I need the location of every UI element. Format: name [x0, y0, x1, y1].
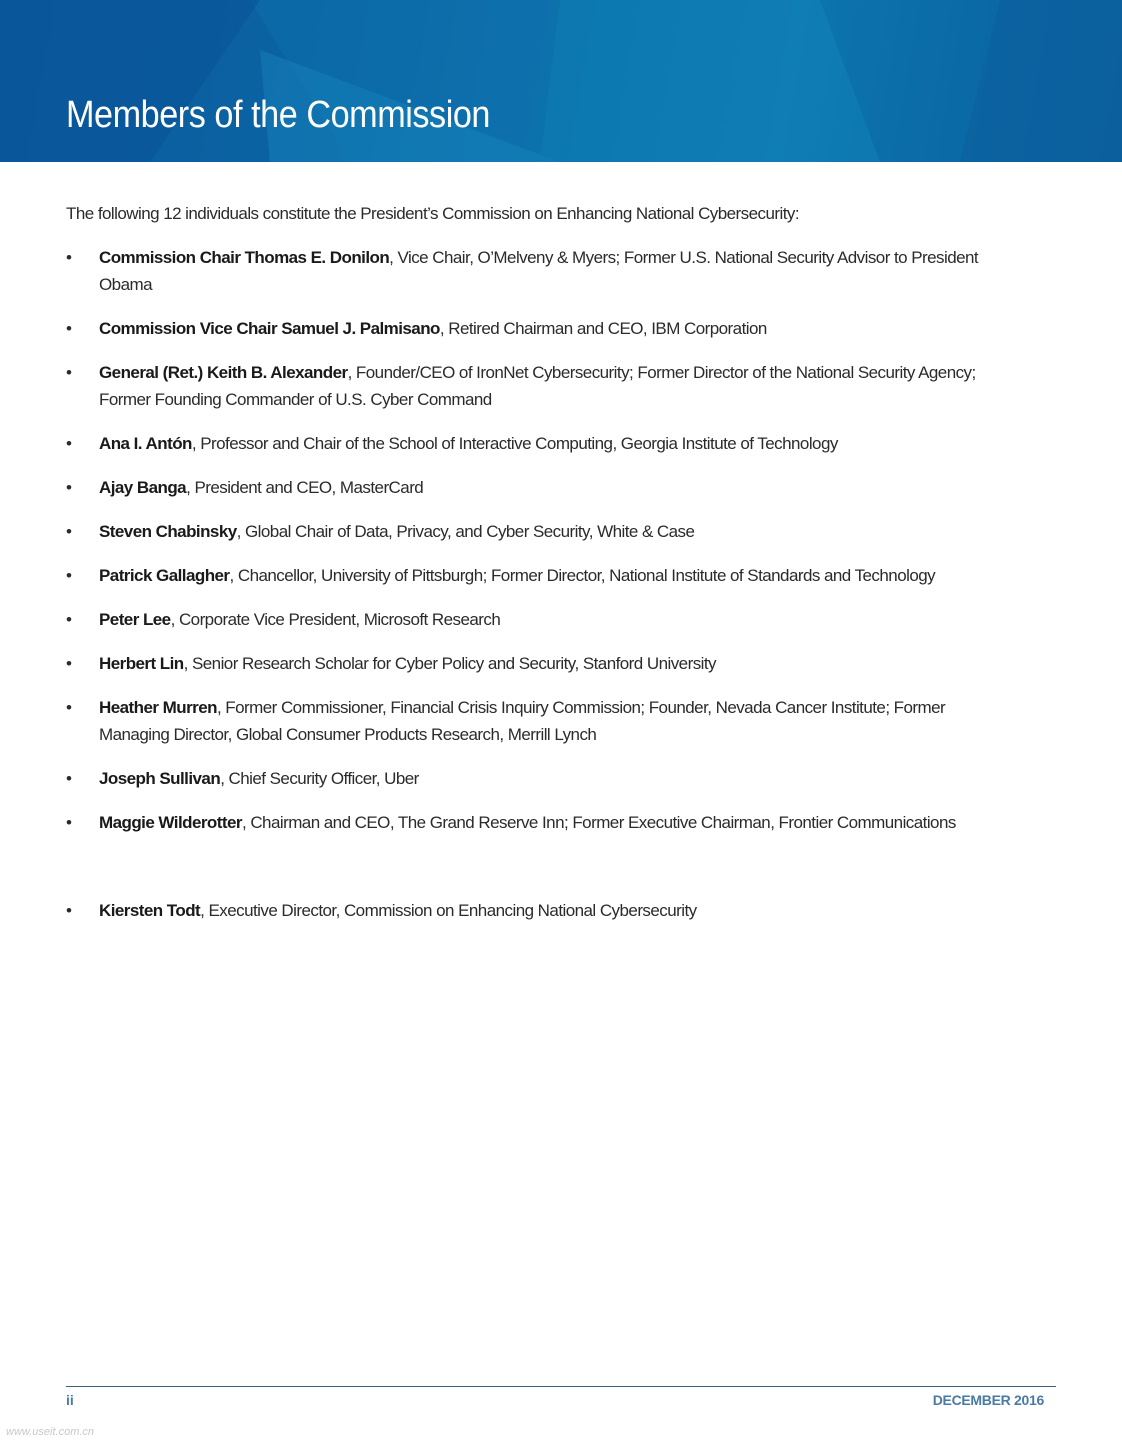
bullet: • [66, 901, 72, 920]
list-item [66, 694, 979, 748]
bullet: • [66, 698, 72, 717]
member-name: Herbert Lin [99, 654, 184, 673]
member-name: Joseph Sullivan [99, 769, 221, 788]
banner-pattern [0, 0, 1122, 162]
list-item [66, 765, 979, 792]
list-item [66, 359, 979, 413]
bullet: • [66, 769, 72, 788]
member-name: Steven Chabinsky [99, 522, 237, 541]
list-item [66, 606, 979, 633]
document-body [66, 200, 1026, 941]
list-item [66, 244, 979, 298]
list-item [66, 562, 999, 589]
member-desc: , Retired Chairman and CEO, IBM Corporation [439, 319, 767, 338]
member-desc: , Chief Security Officer, Uber [220, 769, 419, 788]
bullet: • [66, 522, 72, 541]
bullet: • [66, 363, 72, 382]
member-desc: , Former Commissioner, Financial Crisis Inquiry Commission; Founder, Nevada Cancer Institute; Former Managing Director, Global Consumer Products Research, Merrill Lynch [99, 698, 946, 744]
list-item [66, 650, 979, 677]
list-item [66, 809, 999, 836]
list-item [66, 518, 979, 545]
bullet: • [66, 478, 72, 497]
bullet: • [66, 654, 72, 673]
member-desc: , Chancellor, University of Pittsburgh; Former Director, National Institute of Standards and Technology [229, 566, 936, 585]
intro-paragraph: The following 12 individuals constitute the President’s Commission on Enhancing National Cybersecurity: [66, 204, 800, 223]
bullet: • [66, 813, 72, 832]
member-name: Peter Lee [99, 610, 171, 629]
member-desc: , Global Chair of Data, Privacy, and Cyber Security, White & Case [236, 522, 695, 541]
bullet: • [66, 248, 72, 267]
bullet: • [66, 566, 72, 585]
list-item [66, 474, 979, 501]
member-desc: , Professor and Chair of the School of Interactive Computing, Georgia Institute of Technology [191, 434, 838, 453]
member-name: Commission Vice Chair Samuel J. Palmisano [99, 319, 440, 338]
bullet: • [66, 434, 72, 453]
footer-date: DECEMBER 2016 [932, 1392, 1044, 1408]
member-desc: , Vice Chair, O’Melveny & Myers; Former U.S. National Security Advisor to President Obama [99, 248, 979, 294]
member-name: Maggie Wilderotter [99, 813, 242, 832]
member-desc: , Executive Director, Commission on Enhancing National Cybersecurity [200, 901, 697, 920]
watermark: www.useit.com.cn [6, 1426, 95, 1438]
list-item [66, 430, 979, 457]
member-desc: , Corporate Vice President, Microsoft Research [170, 610, 501, 629]
member-desc: , President and CEO, MasterCard [186, 478, 424, 497]
member-desc: , Founder/CEO of IronNet Cybersecurity; Former Director of the National Security Agency; Former Founding Commander of U.S. Cyber Command [99, 363, 976, 409]
page-number: ii [66, 1392, 74, 1408]
member-name: Kiersten Todt [99, 901, 201, 920]
bullet: • [66, 319, 72, 338]
bullet: • [66, 610, 72, 629]
member-desc: , Chairman and CEO, The Grand Reserve Inn; Former Executive Chairman, Frontier Communications [241, 813, 956, 832]
header-banner [0, 0, 1122, 162]
footer-divider [66, 1386, 1056, 1387]
member-name: Ana I. Antón [99, 434, 192, 453]
member-name: Patrick Gallagher [99, 566, 230, 585]
member-name: Heather Murren [99, 698, 217, 717]
list-item [66, 315, 979, 342]
member-name: Commission Chair Thomas E. Donilon [99, 248, 390, 267]
member-name: Ajay Banga [99, 478, 187, 497]
member-name: General (Ret.) Keith B. Alexander [99, 363, 348, 382]
member-desc: , Senior Research Scholar for Cyber Policy and Security, Stanford University [183, 654, 716, 673]
list-item-staff [66, 897, 979, 924]
members-list [66, 244, 1026, 924]
page-title: Members of the Commission [66, 94, 490, 136]
